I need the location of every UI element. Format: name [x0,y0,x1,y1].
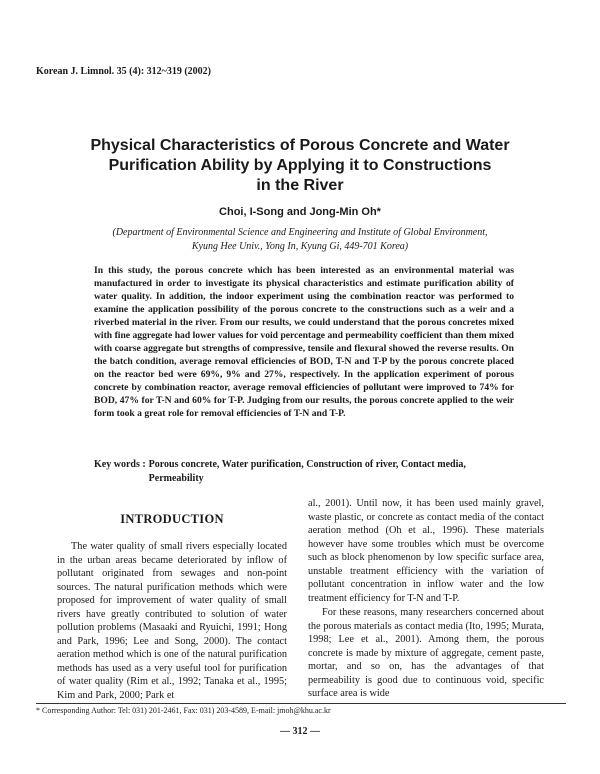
journal-reference: Korean J. Limnol. 35 (4): 312~319 (2002) [36,66,212,77]
intro-paragraph-1: The water quality of small rivers especially located in the urban areas became deteriorated by inflow of pollutant originated from sewages and non-point sources. The natural purification methods which were proposed for improvement of water quality of small rivers have greatly contributed to solution of water pollution problems (Masaaki and Ryuichi, 1991; Hong and Park, 1996; Lee and Song, 2000). The contact aeration method which is one of the natural purification methods has used as a very useful tool for purification of water quality (Rim et al., 1992; Tanaka et al., 1995; Kim and Park, 2000; Park et [57,541,287,701]
intro-paragraph-2: al., 2001). Until now, it has been used mainly gravel, waste plastic, or concrete as contact media of the contact aeration method (Oh et al., 1996). These materials however have some troubles which must be overcome such as block phenomenon by low specific surface area, unstable treatment efficiency with the variation of pollutant concentration in inflow water and the low treatment efficiency for T-N and T-P. [308,498,544,604]
title-line-1: Physical Characteristics of Porous Concrete and Water [90,137,510,154]
page-number: — 312 — [280,726,320,737]
authors: Choi, I-Song and Jong-Min Oh* [219,206,381,218]
title-line-3: in the River [256,177,344,194]
section-heading-introduction: INTRODUCTION [120,512,224,526]
footnote-divider [36,703,566,704]
affiliation-line-2: Kyung Hee Univ., Yong In, Kyung Gi, 449-701 Korea) [191,241,409,252]
affiliation-line-1: (Department of Environmental Science and Engineering and Institute of Global Environment, [112,227,488,238]
left-column [57,540,287,702]
right-column [308,497,544,701]
abstract: In this study, the porous concrete which has been interested as an environmental material was manufactured in order to investigate its physical characteristics and estimate purification ability of water quality. In addition, the indoor experiment using the combination reactor was performed to examine the application possibility of the porous concrete to the constructions such as a weir and a riverbed material in the river. From our results, we could understand that the porous concretes mixed with fine aggregate had lower values for void percentage and permeability coefficient than them mixed with coarse aggregate but strengths of compressive, tensile and flexural showed the reverse results. On the batch condition, average removal efficiencies of BOD, T-N and T-P by the porous concrete placed on the reactor bed were 69%, 9% and 27%, respectively. In the application experiment of porous concrete by combination reactor, average removal efficiencies of pollutant were improved to 74% for BOD, 47% for T-N and 60% for T-P. Judging from our results, the porous concrete applied to the weir form took a great role for removal efficiencies of T-N and T-P. [94,265,514,419]
keywords-label: Key words : [94,459,146,470]
affiliation [60,226,540,254]
keywords-text: Porous concrete, Water purification, Construction of river, Contact media, Permeability [148,459,466,484]
keywords [94,458,514,486]
intro-paragraph-3: For these reasons, many researchers concerned about the porous materials as contact media (Ito, 1995; Murata, 1998; Lee et al., 2001). Among them, the porous concrete is made by mixture of aggregate, cement paste, mortar, and so on, has the advantages of that permeability is good due to continuous void, specific surface area is wide [308,607,544,699]
title-line-2: Purification Ability by Applying it to Constructions [108,157,492,174]
paper-title [40,136,560,196]
corresponding-author-footnote: * Corresponding Author: Tel: 031) 201-2461, Fax: 031) 203-4589, E-mail: jmoh@khu.ac.kr [36,706,331,715]
